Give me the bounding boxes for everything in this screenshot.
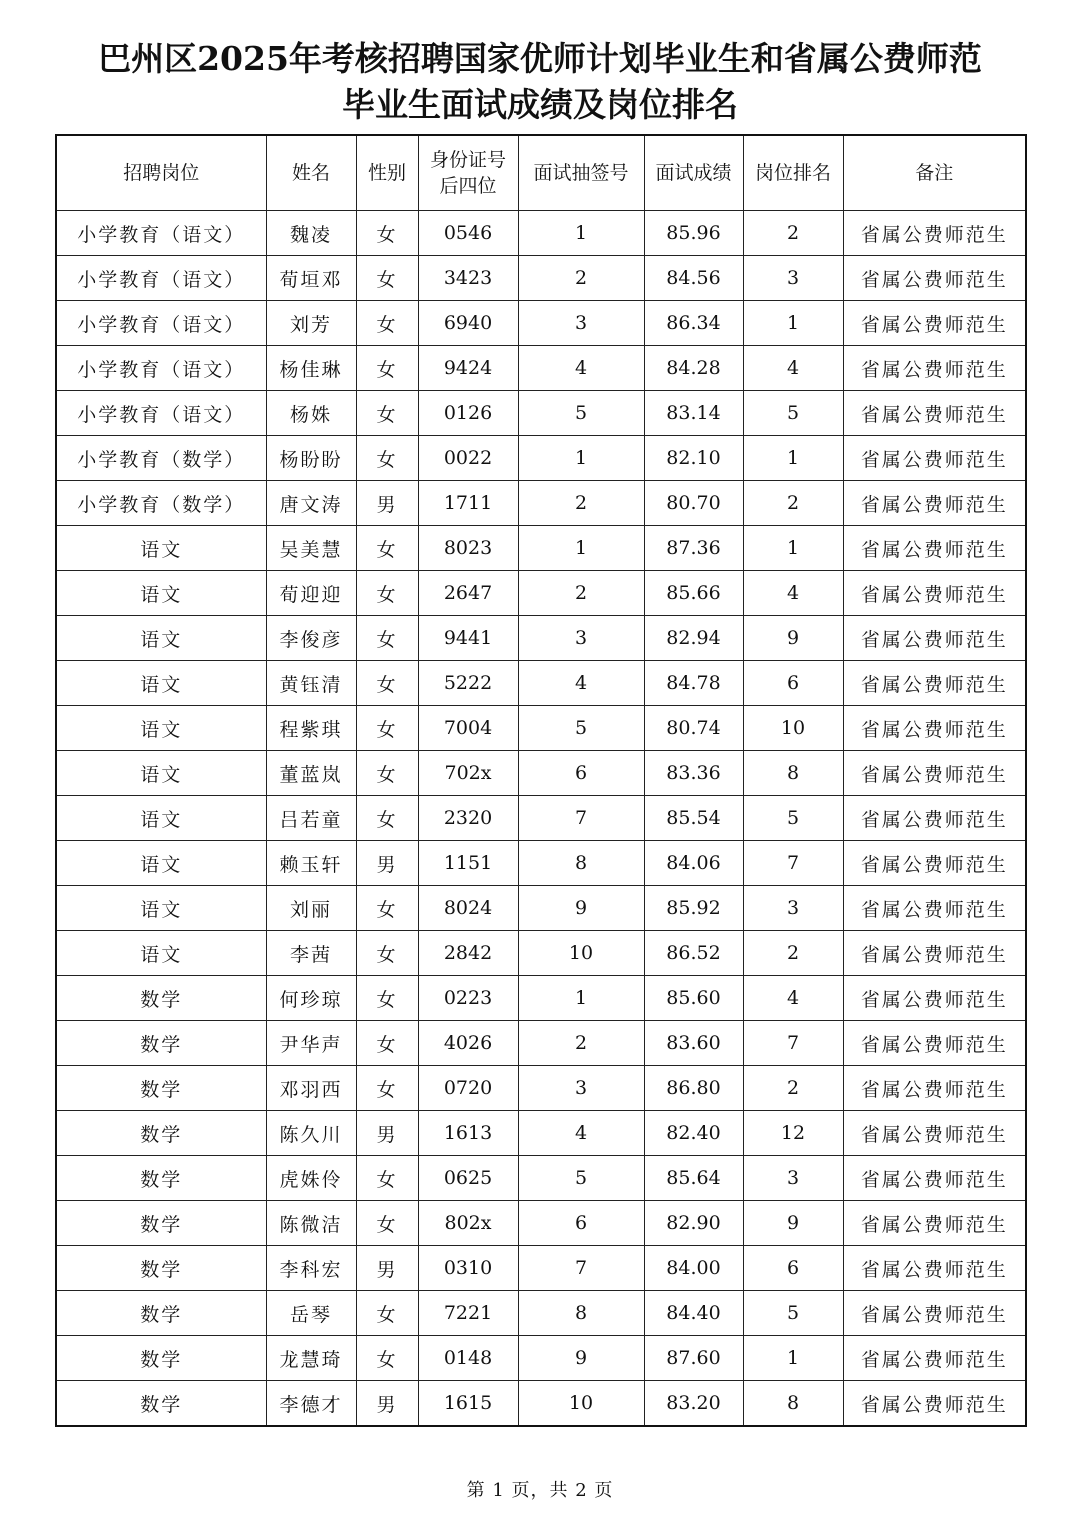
cell-sex: 女 [356, 976, 418, 1021]
cell-score: 85.92 [644, 886, 743, 931]
cell-name: 岳琴 [266, 1291, 356, 1336]
cell-rank: 4 [743, 976, 843, 1021]
table-row [56, 931, 1026, 976]
cell-lot-number: 1 [518, 526, 644, 571]
cell-lot-number: 1 [518, 211, 644, 256]
cell-name: 陈微洁 [266, 1201, 356, 1246]
cell-score: 82.40 [644, 1111, 743, 1156]
cell-lot-number: 7 [518, 796, 644, 841]
table-row [56, 1246, 1026, 1291]
table-row [56, 526, 1026, 571]
cell-sex: 男 [356, 841, 418, 886]
cell-sex: 女 [356, 661, 418, 706]
cell-note: 省属公费师范生 [843, 1246, 1026, 1291]
cell-sex: 女 [356, 1066, 418, 1111]
cell-name: 吴美慧 [266, 526, 356, 571]
cell-id-last4: 0546 [418, 211, 518, 256]
cell-lot-number: 2 [518, 571, 644, 616]
cell-name: 李茜 [266, 931, 356, 976]
cell-score: 85.96 [644, 211, 743, 256]
cell-id-last4: 5222 [418, 661, 518, 706]
cell-score: 87.60 [644, 1336, 743, 1381]
cell-post: 数学 [56, 1066, 266, 1111]
cell-id-last4: 7004 [418, 706, 518, 751]
cell-sex: 女 [356, 391, 418, 436]
table-row [56, 796, 1026, 841]
cell-sex: 女 [356, 1336, 418, 1381]
cell-score: 83.14 [644, 391, 743, 436]
cell-note: 省属公费师范生 [843, 1291, 1026, 1336]
cell-score: 83.60 [644, 1021, 743, 1066]
cell-note: 省属公费师范生 [843, 1156, 1026, 1201]
cell-note: 省属公费师范生 [843, 1111, 1026, 1156]
cell-note: 省属公费师范生 [843, 661, 1026, 706]
cell-name: 邓羽西 [266, 1066, 356, 1111]
cell-sex: 女 [356, 1201, 418, 1246]
table-row [56, 751, 1026, 796]
cell-note: 省属公费师范生 [843, 931, 1026, 976]
header-post: 招聘岗位 [56, 135, 266, 211]
cell-name: 吕若童 [266, 796, 356, 841]
cell-lot-number: 2 [518, 481, 644, 526]
table-row [56, 661, 1026, 706]
cell-post: 小学教育（语文） [56, 346, 266, 391]
cell-note: 省属公费师范生 [843, 481, 1026, 526]
cell-rank: 3 [743, 886, 843, 931]
cell-note: 省属公费师范生 [843, 886, 1026, 931]
table-row [56, 1156, 1026, 1201]
cell-post: 数学 [56, 1381, 266, 1427]
cell-lot-number: 9 [518, 1336, 644, 1381]
cell-post: 数学 [56, 976, 266, 1021]
cell-note: 省属公费师范生 [843, 526, 1026, 571]
cell-post: 小学教育（数学） [56, 436, 266, 481]
cell-sex: 女 [356, 526, 418, 571]
cell-name: 杨盼盼 [266, 436, 356, 481]
cell-post: 语文 [56, 751, 266, 796]
cell-id-last4: 7221 [418, 1291, 518, 1336]
cell-name: 李俊彦 [266, 616, 356, 661]
cell-rank: 5 [743, 1291, 843, 1336]
cell-name: 刘丽 [266, 886, 356, 931]
cell-rank: 6 [743, 661, 843, 706]
cell-id-last4: 6940 [418, 301, 518, 346]
cell-name: 李科宏 [266, 1246, 356, 1291]
table-header [56, 135, 1026, 211]
cell-name: 杨佳琳 [266, 346, 356, 391]
cell-rank: 8 [743, 1381, 843, 1427]
cell-score: 84.78 [644, 661, 743, 706]
cell-score: 82.10 [644, 436, 743, 481]
cell-rank: 5 [743, 796, 843, 841]
table-row [56, 616, 1026, 661]
cell-score: 87.36 [644, 526, 743, 571]
cell-score: 85.60 [644, 976, 743, 1021]
table-row [56, 211, 1026, 256]
cell-post: 小学教育（语文） [56, 211, 266, 256]
cell-sex: 女 [356, 571, 418, 616]
cell-lot-number: 5 [518, 391, 644, 436]
cell-rank: 1 [743, 436, 843, 481]
cell-id-last4: 2320 [418, 796, 518, 841]
cell-id-last4: 2647 [418, 571, 518, 616]
cell-post: 数学 [56, 1336, 266, 1381]
table-row [56, 1336, 1026, 1381]
cell-lot-number: 5 [518, 706, 644, 751]
cell-name: 虎姝伶 [266, 1156, 356, 1201]
cell-sex: 女 [356, 796, 418, 841]
cell-score: 86.80 [644, 1066, 743, 1111]
cell-note: 省属公费师范生 [843, 616, 1026, 661]
cell-score: 80.74 [644, 706, 743, 751]
cell-lot-number: 7 [518, 1246, 644, 1291]
cell-sex: 女 [356, 301, 418, 346]
cell-id-last4: 702x [418, 751, 518, 796]
table-row [56, 886, 1026, 931]
table-row [56, 1066, 1026, 1111]
cell-score: 85.66 [644, 571, 743, 616]
cell-note: 省属公费师范生 [843, 976, 1026, 1021]
cell-sex: 男 [356, 1111, 418, 1156]
cell-post: 数学 [56, 1111, 266, 1156]
cell-id-last4: 0022 [418, 436, 518, 481]
cell-score: 86.52 [644, 931, 743, 976]
table-row [56, 571, 1026, 616]
cell-id-last4: 0148 [418, 1336, 518, 1381]
cell-sex: 女 [356, 886, 418, 931]
table-row [56, 391, 1026, 436]
cell-note: 省属公费师范生 [843, 841, 1026, 886]
cell-note: 省属公费师范生 [843, 751, 1026, 796]
cell-id-last4: 8023 [418, 526, 518, 571]
cell-note: 省属公费师范生 [843, 1021, 1026, 1066]
cell-sex: 女 [356, 1021, 418, 1066]
cell-note: 省属公费师范生 [843, 1066, 1026, 1111]
cell-name: 刘芳 [266, 301, 356, 346]
cell-rank: 2 [743, 481, 843, 526]
cell-score: 84.40 [644, 1291, 743, 1336]
header-id-line-2: 后四位 [439, 175, 497, 197]
cell-id-last4: 0310 [418, 1246, 518, 1291]
cell-name: 程紫琪 [266, 706, 356, 751]
cell-rank: 9 [743, 1201, 843, 1246]
cell-note: 省属公费师范生 [843, 796, 1026, 841]
cell-score: 80.70 [644, 481, 743, 526]
cell-name: 赖玉轩 [266, 841, 356, 886]
cell-note: 省属公费师范生 [843, 571, 1026, 616]
cell-lot-number: 2 [518, 1021, 644, 1066]
cell-post: 数学 [56, 1156, 266, 1201]
cell-rank: 5 [743, 391, 843, 436]
cell-post: 数学 [56, 1291, 266, 1336]
cell-rank: 7 [743, 841, 843, 886]
cell-sex: 女 [356, 706, 418, 751]
cell-name: 杨姝 [266, 391, 356, 436]
cell-name: 董蓝岚 [266, 751, 356, 796]
table-row [56, 346, 1026, 391]
cell-rank: 4 [743, 346, 843, 391]
score-table [55, 134, 1027, 1427]
cell-sex: 女 [356, 211, 418, 256]
cell-note: 省属公费师范生 [843, 211, 1026, 256]
title-line-2: 毕业生面试成绩及岗位排名 [342, 85, 738, 124]
cell-note: 省属公费师范生 [843, 346, 1026, 391]
cell-rank: 3 [743, 1156, 843, 1201]
cell-post: 语文 [56, 886, 266, 931]
cell-lot-number: 3 [518, 1066, 644, 1111]
cell-id-last4: 1151 [418, 841, 518, 886]
cell-score: 84.06 [644, 841, 743, 886]
cell-name: 魏凌 [266, 211, 356, 256]
cell-sex: 女 [356, 346, 418, 391]
table-row [56, 1291, 1026, 1336]
cell-score: 84.00 [644, 1246, 743, 1291]
cell-rank: 12 [743, 1111, 843, 1156]
table-body [56, 211, 1026, 1427]
cell-lot-number: 10 [518, 931, 644, 976]
cell-name: 荀迎迎 [266, 571, 356, 616]
cell-lot-number: 10 [518, 1381, 644, 1427]
cell-rank: 10 [743, 706, 843, 751]
cell-id-last4: 1613 [418, 1111, 518, 1156]
cell-rank: 6 [743, 1246, 843, 1291]
cell-lot-number: 4 [518, 346, 644, 391]
cell-lot-number: 2 [518, 256, 644, 301]
cell-sex: 女 [356, 256, 418, 301]
cell-name: 龙慧琦 [266, 1336, 356, 1381]
cell-post: 语文 [56, 616, 266, 661]
table-row [56, 976, 1026, 1021]
cell-score: 83.36 [644, 751, 743, 796]
cell-name: 尹华声 [266, 1021, 356, 1066]
cell-post: 语文 [56, 661, 266, 706]
cell-rank: 4 [743, 571, 843, 616]
cell-lot-number: 9 [518, 886, 644, 931]
cell-note: 省属公费师范生 [843, 1381, 1026, 1427]
cell-rank: 9 [743, 616, 843, 661]
cell-rank: 1 [743, 1336, 843, 1381]
header-id-line-1: 身份证号 [429, 149, 506, 171]
cell-lot-number: 1 [518, 436, 644, 481]
cell-rank: 1 [743, 526, 843, 571]
cell-id-last4: 3423 [418, 256, 518, 301]
cell-score: 82.90 [644, 1201, 743, 1246]
cell-id-last4: 9424 [418, 346, 518, 391]
cell-post: 语文 [56, 796, 266, 841]
cell-sex: 男 [356, 1381, 418, 1427]
cell-lot-number: 8 [518, 1291, 644, 1336]
header-sex: 性别 [356, 135, 418, 211]
cell-rank: 1 [743, 301, 843, 346]
header-lot-number: 面试抽签号 [518, 135, 644, 211]
cell-score: 84.56 [644, 256, 743, 301]
cell-lot-number: 4 [518, 1111, 644, 1156]
cell-rank: 7 [743, 1021, 843, 1066]
cell-score: 86.34 [644, 301, 743, 346]
cell-sex: 女 [356, 931, 418, 976]
document-title [0, 36, 1080, 128]
cell-note: 省属公费师范生 [843, 436, 1026, 481]
table-row [56, 706, 1026, 751]
cell-id-last4: 1615 [418, 1381, 518, 1427]
cell-post: 小学教育（语文） [56, 391, 266, 436]
cell-note: 省属公费师范生 [843, 391, 1026, 436]
cell-id-last4: 0223 [418, 976, 518, 1021]
cell-id-last4: 0720 [418, 1066, 518, 1111]
header-note: 备注 [843, 135, 1026, 211]
cell-note: 省属公费师范生 [843, 1336, 1026, 1381]
cell-id-last4: 1711 [418, 481, 518, 526]
cell-sex: 女 [356, 1291, 418, 1336]
cell-rank: 2 [743, 1066, 843, 1111]
cell-post: 语文 [56, 841, 266, 886]
header-score: 面试成绩 [644, 135, 743, 211]
cell-score: 84.28 [644, 346, 743, 391]
cell-sex: 男 [356, 481, 418, 526]
cell-post: 数学 [56, 1246, 266, 1291]
cell-score: 85.64 [644, 1156, 743, 1201]
cell-name: 黄钰清 [266, 661, 356, 706]
cell-sex: 女 [356, 1156, 418, 1201]
cell-id-last4: 4026 [418, 1021, 518, 1066]
cell-score: 85.54 [644, 796, 743, 841]
cell-id-last4: 8024 [418, 886, 518, 931]
cell-lot-number: 6 [518, 1201, 644, 1246]
cell-id-last4: 0625 [418, 1156, 518, 1201]
header-rank: 岗位排名 [743, 135, 843, 211]
cell-sex: 女 [356, 436, 418, 481]
cell-score: 83.20 [644, 1381, 743, 1427]
cell-post: 数学 [56, 1021, 266, 1066]
table-row [56, 301, 1026, 346]
cell-post: 小学教育（语文） [56, 256, 266, 301]
cell-name: 李德才 [266, 1381, 356, 1427]
cell-note: 省属公费师范生 [843, 256, 1026, 301]
cell-id-last4: 2842 [418, 931, 518, 976]
cell-rank: 8 [743, 751, 843, 796]
table-row [56, 1381, 1026, 1427]
cell-note: 省属公费师范生 [843, 706, 1026, 751]
cell-sex: 女 [356, 616, 418, 661]
cell-sex: 女 [356, 751, 418, 796]
cell-post: 语文 [56, 931, 266, 976]
cell-name: 何珍琼 [266, 976, 356, 1021]
cell-post: 小学教育（数学） [56, 481, 266, 526]
cell-name: 荀垣邓 [266, 256, 356, 301]
table-row [56, 1021, 1026, 1066]
page-footer: 第 1 页，共 2 页 [466, 1480, 614, 1501]
cell-lot-number: 1 [518, 976, 644, 1021]
cell-score: 82.94 [644, 616, 743, 661]
cell-post: 语文 [56, 706, 266, 751]
cell-post: 数学 [56, 1201, 266, 1246]
cell-lot-number: 6 [518, 751, 644, 796]
table-row [56, 1201, 1026, 1246]
table-row [56, 841, 1026, 886]
cell-lot-number: 5 [518, 1156, 644, 1201]
table-row [56, 481, 1026, 526]
cell-id-last4: 9441 [418, 616, 518, 661]
cell-post: 语文 [56, 571, 266, 616]
cell-lot-number: 8 [518, 841, 644, 886]
cell-lot-number: 3 [518, 616, 644, 661]
header-row [56, 135, 1026, 211]
cell-id-last4: 0126 [418, 391, 518, 436]
header-name: 姓名 [266, 135, 356, 211]
cell-rank: 2 [743, 931, 843, 976]
table-row [56, 436, 1026, 481]
cell-name: 唐文涛 [266, 481, 356, 526]
cell-rank: 2 [743, 211, 843, 256]
cell-post: 语文 [56, 526, 266, 571]
cell-note: 省属公费师范生 [843, 1201, 1026, 1246]
cell-note: 省属公费师范生 [843, 301, 1026, 346]
cell-post: 小学教育（语文） [56, 301, 266, 346]
cell-sex: 男 [356, 1246, 418, 1291]
header-id-last4 [418, 135, 518, 211]
cell-name: 陈久川 [266, 1111, 356, 1156]
table-row [56, 1111, 1026, 1156]
cell-id-last4: 802x [418, 1201, 518, 1246]
cell-lot-number: 3 [518, 301, 644, 346]
cell-rank: 3 [743, 256, 843, 301]
title-line-1: 巴州区2025年考核招聘国家优师计划毕业生和省属公费师范 [98, 39, 982, 78]
cell-lot-number: 4 [518, 661, 644, 706]
table-row [56, 256, 1026, 301]
